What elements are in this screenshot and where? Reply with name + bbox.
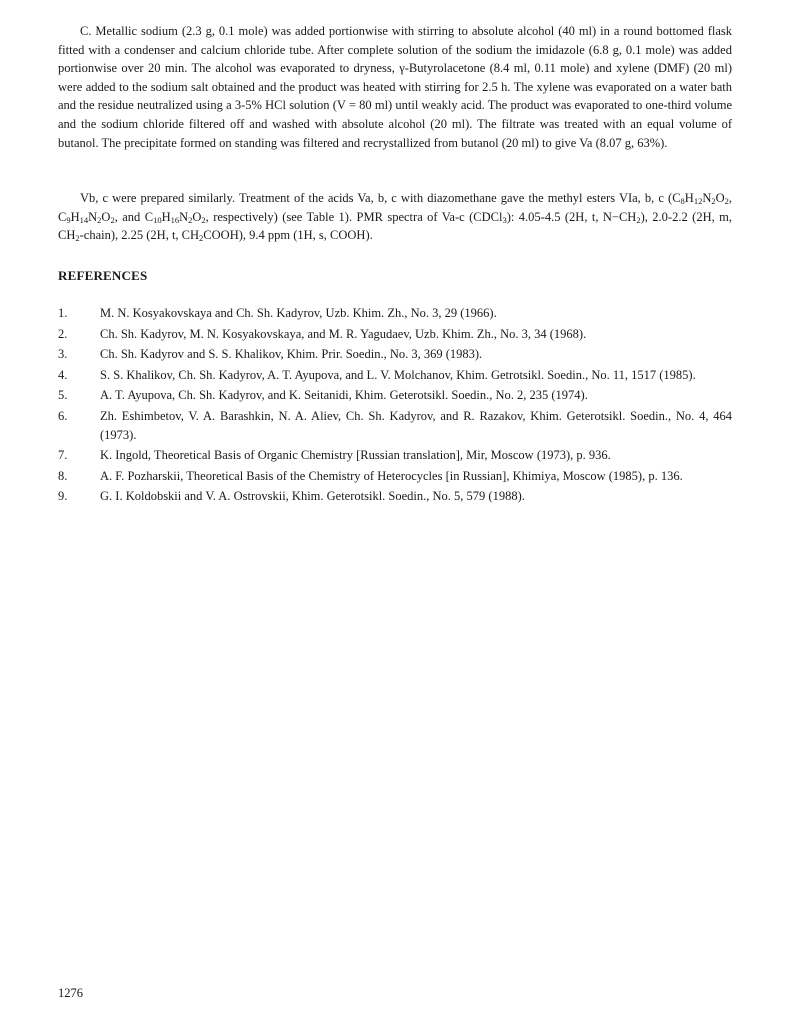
reference-item [58,407,732,444]
formula-c8h12n2o2 [672,191,729,205]
references-heading: REFERENCES [58,268,148,283]
reference-text: G. I. Koldobskii and V. A. Ostrovskii, Khim. Geterotsikl. Soedin., No. 5, 579 (1988). [100,489,525,504]
formula-subscript: 2 [711,196,716,206]
formula-element: O [101,209,111,224]
reference-number: 4. [58,367,68,382]
formula-subscript: 9 [66,214,71,225]
reference-number: 7. [58,448,68,463]
reference-text: Zh. Eshimbetov, V. A. Barashkin, N. A. Aliev, Ch. Sh. Kadyrov, and R. Razakov, Khim. Geterotsikl. Soedin., No. 4, 464 (1973). [100,408,732,442]
reference-number: 2. [58,326,68,341]
formula-element: N [702,191,712,205]
reference-item [58,304,732,323]
text-run: , respectively) (see Table 1). PMR spectra of Va-c (CDCl [205,209,503,224]
reference-item [58,467,732,486]
formula-subscript: 2 [636,214,641,225]
formula-element: N [179,209,189,224]
formula-element: H [161,209,171,224]
formula-element: C [144,209,154,224]
formula-element: H [684,191,694,205]
reference-number: 9. [58,489,68,504]
formula-element: C [58,209,67,224]
reference-text: Ch. Sh. Kadyrov and S. S. Khalikov, Khim. Prir. Soedin., No. 3, 369 (1983). [100,347,483,362]
formula-c9h14n2o2 [58,210,115,224]
reference-number: 5. [58,388,68,403]
reference-item [58,345,732,364]
reference-item [58,366,732,385]
references-list [58,304,732,508]
formula-subscript: 16 [170,214,180,225]
formula-element: N [88,209,98,224]
reference-item [58,325,732,344]
text-run: ), 2.0-2.2 (2H, m, CH [58,209,732,243]
reference-number: 6. [58,408,68,423]
reference-item [58,446,732,465]
formula-element: H [70,209,80,224]
formula-subscript: 8 [680,196,685,206]
formula-element: O [715,191,725,205]
page-number: 1276 [58,986,83,1000]
body-paragraph-experimental: C. Metallic sodium (2.3 g, 0.1 mole) was added portionwise with stirring to absolute alcohol (40 ml) in a round bottomed flask fitted with a condenser and calcium chloride tube. After complete solution of the sodium the imidazole (6.8 g, 0.1 mole) was added portionwise over 20 min. The alcohol was evaporated to dryness, γ-Butyrolacetone (8.4 ml, 0.11 mole) and xylene (DMF) (20 ml) were added to the sodium salt obtained and the product was heated with stirring for 2.5 h. The xylene was evaporated on a water bath and the residue neutralized using a 3-5% HCl solution (V = 80 ml) until weakly acid. The product was evaporated to one-third volume and the sodium chloride filtered off and washed with absolute alcohol (20 ml). The filtrate was treated with an equal volume of butanol. The precipitate formed on standing was filtered and recrystallized from butanol (20 ml) to give Va (8.07 g, 63%). [58,24,732,150]
reference-text: Ch. Sh. Kadyrov, M. N. Kosyakovskaya, and M. R. Yagudaev, Uzb. Khim. Zh., No. 3, 34 (1968). [100,326,587,341]
reference-text: K. Ingold, Theoretical Basis of Organic Chemistry [Russian translation], Mir, Moscow (1973), p. 936. [100,448,611,463]
reference-text: A. F. Pozharskii, Theoretical Basis of the Chemistry of Heterocycles [in Russian], Khimiya, Moscow (1985), p. 136. [100,468,683,483]
formula-subscript: 12 [693,196,703,206]
formula-element: O [192,209,202,224]
formula-subscript: 2 [724,196,729,206]
formula-subscript: 2 [199,233,204,244]
formula-subscript: 10 [153,214,162,225]
reference-text: S. S. Khalikov, Ch. Sh. Kadyrov, A. T. Ayupova, and L. V. Molchanov, Khim. Getrotsikl. Soedin., No. 11, 1517 (1985). [100,367,696,382]
formula-c10h16n2o2 [145,210,206,224]
formula-element: C [672,191,681,205]
text-run: , and [114,209,145,224]
formula-subscript: 2 [201,214,206,225]
text-run: Vb, c were prepared similarly. Treatment of the acids Va, b, c with diazomethane gave the methyl esters VIa, b, c ( [80,191,673,205]
formula-subscript: 3 [502,214,507,225]
text-run: , [728,191,732,205]
formula-subscript: 2 [75,233,80,244]
reference-number: 1. [58,306,68,320]
text-run: COOH), 9.4 ppm (1H, s, COOH). [203,228,373,243]
reference-number: 8. [58,468,68,483]
reference-number: 3. [58,347,68,362]
reference-item [58,386,732,405]
reference-item [58,487,732,506]
reference-text: A. T. Ayupova, Ch. Sh. Kadyrov, and K. Seitanidi, Khim. Geterotsikl. Soedin., No. 2, 235 (1974). [100,388,588,403]
text-run: -chain), 2.25 (2H, t, CH [79,228,200,243]
formula-subscript: 14 [79,214,89,225]
body-paragraph-esters [58,189,732,245]
formula-subscript: 2 [188,214,193,225]
formula-subscript: 2 [110,214,115,225]
formula-subscript: 2 [97,214,102,225]
reference-text: M. N. Kosyakovskaya and Ch. Sh. Kadyrov, Uzb. Khim. Zh., No. 3, 29 (1966). [100,306,497,320]
text-run: ): 4.05-4.5 (2H, t, N−CH [506,209,637,224]
